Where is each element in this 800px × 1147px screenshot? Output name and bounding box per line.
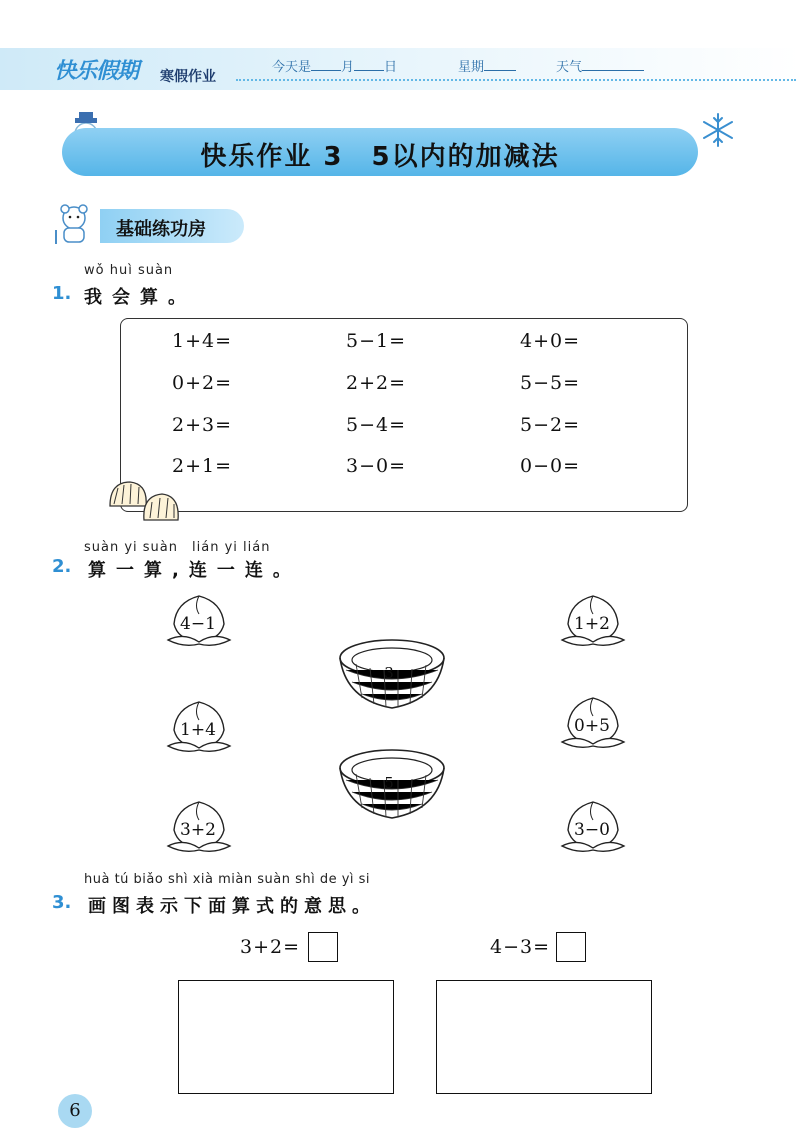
basket-number[interactable]: 3 bbox=[384, 664, 394, 682]
peach-label[interactable]: 0+5 bbox=[574, 716, 610, 736]
shell-icon bbox=[104, 476, 184, 524]
week-label: 星期 bbox=[458, 60, 485, 75]
week-blank bbox=[484, 58, 516, 71]
equation: 5−1= bbox=[346, 330, 407, 352]
equation: 2+2= bbox=[346, 372, 407, 394]
bear-icon bbox=[52, 200, 98, 246]
section-label: 基础练功房 bbox=[116, 219, 206, 240]
header-dotted-line bbox=[236, 79, 796, 81]
basket-number[interactable]: 5 bbox=[384, 774, 394, 792]
q1-text: 我会算。 bbox=[84, 287, 196, 308]
today-label: 今天是 bbox=[272, 60, 312, 75]
q3-number: 3. bbox=[52, 892, 72, 913]
week-field bbox=[458, 56, 516, 75]
drawing-box-left[interactable] bbox=[178, 980, 394, 1094]
equation: 0+2= bbox=[172, 372, 233, 394]
q1-number: 1. bbox=[52, 283, 72, 304]
equation: 2+1= bbox=[172, 455, 233, 477]
snowflake-icon bbox=[700, 112, 736, 148]
weather-field bbox=[556, 56, 644, 75]
q3-text: 画图表示下面算式的意思。 bbox=[88, 896, 376, 917]
day-blank bbox=[354, 58, 384, 71]
equation: 0−0= bbox=[520, 455, 581, 477]
equation: 3−0= bbox=[346, 455, 407, 477]
page-title: 快乐作业 3 5以内的加减法 bbox=[200, 142, 560, 172]
q1-pinyin: wǒ huì suàn bbox=[84, 263, 174, 278]
brand-subtitle: 寒假作业 bbox=[160, 69, 216, 85]
peach-label[interactable]: 3−0 bbox=[574, 820, 610, 840]
peach-label[interactable]: 3+2 bbox=[180, 820, 216, 840]
equation: 4+0= bbox=[520, 330, 581, 352]
page-number: 6 bbox=[69, 1100, 81, 1121]
answer-box-right[interactable] bbox=[556, 932, 586, 962]
drawing-box-right[interactable] bbox=[436, 980, 652, 1094]
day-label: 日 bbox=[384, 60, 398, 75]
q2-pinyin: suàn yi suàn lián yi lián bbox=[84, 540, 271, 555]
expression-right: 4−3= bbox=[490, 936, 551, 958]
q3-pinyin: huà tú biǎo shì xià miàn suàn shì de yì si bbox=[84, 872, 371, 887]
q2-text: 算一算,连一连。 bbox=[88, 560, 301, 581]
brand-logo: 快乐假期 bbox=[54, 58, 139, 84]
month-blank bbox=[311, 58, 341, 71]
date-field bbox=[272, 56, 397, 75]
equation: 1+4= bbox=[172, 330, 233, 352]
peach-label[interactable]: 4−1 bbox=[180, 614, 216, 634]
equation: 2+3= bbox=[172, 414, 233, 436]
weather-blank bbox=[582, 58, 644, 71]
answer-box-left[interactable] bbox=[308, 932, 338, 962]
peach-label[interactable]: 1+2 bbox=[574, 614, 610, 634]
equation: 5−2= bbox=[520, 414, 581, 436]
peach-label[interactable]: 1+4 bbox=[180, 720, 216, 740]
q2-number: 2. bbox=[52, 556, 72, 577]
weather-label: 天气 bbox=[556, 60, 583, 75]
expression-left: 3+2= bbox=[240, 936, 301, 958]
equation: 5−5= bbox=[520, 372, 581, 394]
equation: 5−4= bbox=[346, 414, 407, 436]
month-label: 月 bbox=[341, 60, 355, 75]
